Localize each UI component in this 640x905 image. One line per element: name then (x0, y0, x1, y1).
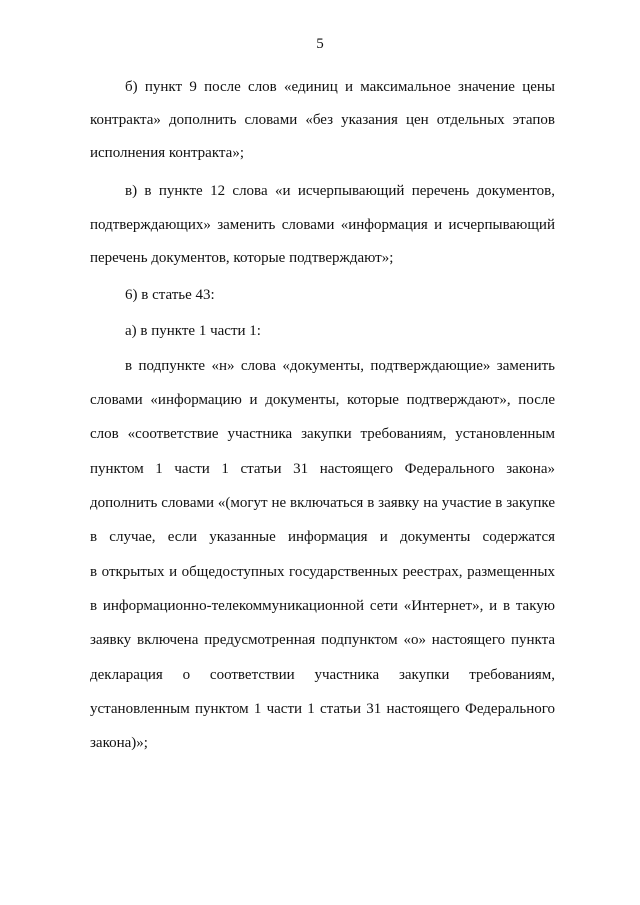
text-line: слов «соответствие участника закупки требованиям, установленным (90, 426, 555, 442)
text-line: а) в пункте 1 части 1: (125, 323, 261, 339)
text-line: словами «информацию и документы, которые подтверждают», после (90, 392, 555, 408)
text-line: установленным пунктом 1 части 1 статьи 31 настоящего Федерального (90, 701, 555, 717)
text-line: заявку включена предусмотренная подпунктом «о» настоящего пункта (90, 632, 555, 648)
text-line: б) пункт 9 после слов «единиц и максимальное значение цены (125, 79, 555, 95)
text-line: в открытых и общедоступных государственных реестрах, размещенных (90, 564, 555, 580)
text-line: 6) в статье 43: (125, 287, 215, 303)
text-line: перечень документов, которые подтверждают»; (90, 250, 394, 266)
text-line: закона)»; (90, 735, 148, 751)
text-line: подтверждающих» заменить словами «информация и исчерпывающий (90, 217, 555, 233)
text-line: пунктом 1 части 1 статьи 31 настоящего Федерального закона» (90, 461, 555, 477)
text-line: в подпункте «н» слова «документы, подтверждающие» заменить (125, 358, 555, 374)
text-line: в информационно-телекоммуникационной сети «Интернет», и в такую (90, 598, 555, 614)
text-line: дополнить словами «(могут не включаться в заявку на участие в закупке (90, 495, 555, 511)
text-line: в) в пункте 12 слова «и исчерпывающий перечень документов, (125, 183, 555, 199)
text-line: в случае, если указанные информация и документы содержатся (90, 529, 555, 545)
text-line: исполнения контракта»; (90, 145, 244, 161)
text-line: декларация о соответствии участника закупки требованиям, (90, 667, 555, 683)
text-line: контракта» дополнить словами «без указания цен отдельных этапов (90, 112, 555, 128)
page-number: 5 (316, 36, 324, 52)
